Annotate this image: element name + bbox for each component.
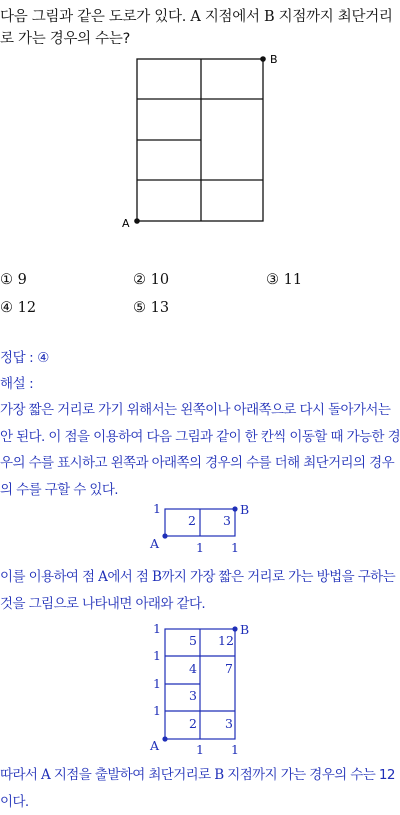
question-text: 다음 그림과 같은 도로가 있다. A 지점에서 B 지점까지 최단거리로 가는 경우의 수는? bbox=[0, 9, 393, 47]
small-cell-count-2: 3 bbox=[223, 513, 231, 528]
big-label-b: B bbox=[240, 622, 250, 637]
explanation-label: 해설 : bbox=[0, 376, 34, 392]
option-4[interactable]: ④ 12 bbox=[0, 300, 37, 316]
answer-label: 정답 : ④ bbox=[0, 350, 49, 366]
option-2[interactable]: ② 10 bbox=[133, 272, 170, 288]
big-left-count-4: 1 bbox=[153, 703, 161, 718]
figure-label-b: B bbox=[270, 53, 278, 66]
point-a-dot bbox=[134, 218, 140, 224]
full-path-count-figure bbox=[145, 620, 260, 755]
point-b-dot bbox=[260, 56, 266, 62]
explanation-paragraph-3: 따라서 A 지점을 출발하여 최단거리로 B 지점까지 가는 경우의 수는 12이다. bbox=[0, 767, 395, 810]
explanation-paragraph-1: 가장 짧은 거리로 가기 위해서는 왼쪽이나 아래쪽으로 다시 돌아가서는 안 된다. 이 점을 이용하여 다음 그림과 같이 한 칸씩 이동할 때 가능한 경우의 수를 표시하고 왼쪽과 아래쪽의 경우의 수를 더해 최단거리의 경우의 수를 구할 수 있다. bbox=[0, 402, 400, 498]
small-cell-count-1: 2 bbox=[188, 513, 196, 528]
big-cell-r3c1: 3 bbox=[189, 688, 197, 703]
big-bottom-count-1: 1 bbox=[196, 742, 204, 755]
option-5[interactable]: ⑤ 13 bbox=[133, 300, 170, 316]
big-cell-r4c2: 3 bbox=[225, 716, 233, 731]
big-cell-r2c2: 7 bbox=[225, 661, 233, 676]
big-left-count-3: 1 bbox=[153, 676, 161, 691]
explanation-paragraph-2: 이를 이용하여 점 A에서 점 B까지 가장 짧은 거리로 가는 방법을 구하는 것을 그림으로 나타내면 아래와 같다. bbox=[0, 569, 396, 612]
point-a-label: A bbox=[190, 9, 201, 25]
small-path-count-figure bbox=[145, 500, 260, 556]
option-1[interactable]: ① 9 bbox=[0, 272, 27, 288]
small-bottom-count-1: 1 bbox=[196, 540, 204, 555]
big-cell-r4c1: 2 bbox=[189, 716, 197, 731]
big-left-count-1: 1 bbox=[153, 621, 161, 636]
big-cell-r1c2: 12 bbox=[218, 633, 234, 648]
big-cell-r2c1: 4 bbox=[189, 661, 197, 676]
figure-label-a: A bbox=[122, 217, 130, 230]
small-top-left-count: 1 bbox=[153, 501, 161, 516]
road-grid-figure bbox=[115, 50, 285, 235]
small-bottom-count-2: 1 bbox=[231, 540, 239, 555]
big-label-a: A bbox=[150, 738, 160, 753]
big-left-count-2: 1 bbox=[153, 648, 161, 663]
small-label-b: B bbox=[240, 502, 250, 517]
small-label-a: A bbox=[150, 536, 160, 551]
option-3[interactable]: ③ 11 bbox=[266, 272, 303, 288]
point-b-label: B bbox=[263, 9, 275, 25]
big-cell-r1c1: 5 bbox=[189, 633, 197, 648]
big-bottom-count-2: 1 bbox=[231, 742, 239, 755]
